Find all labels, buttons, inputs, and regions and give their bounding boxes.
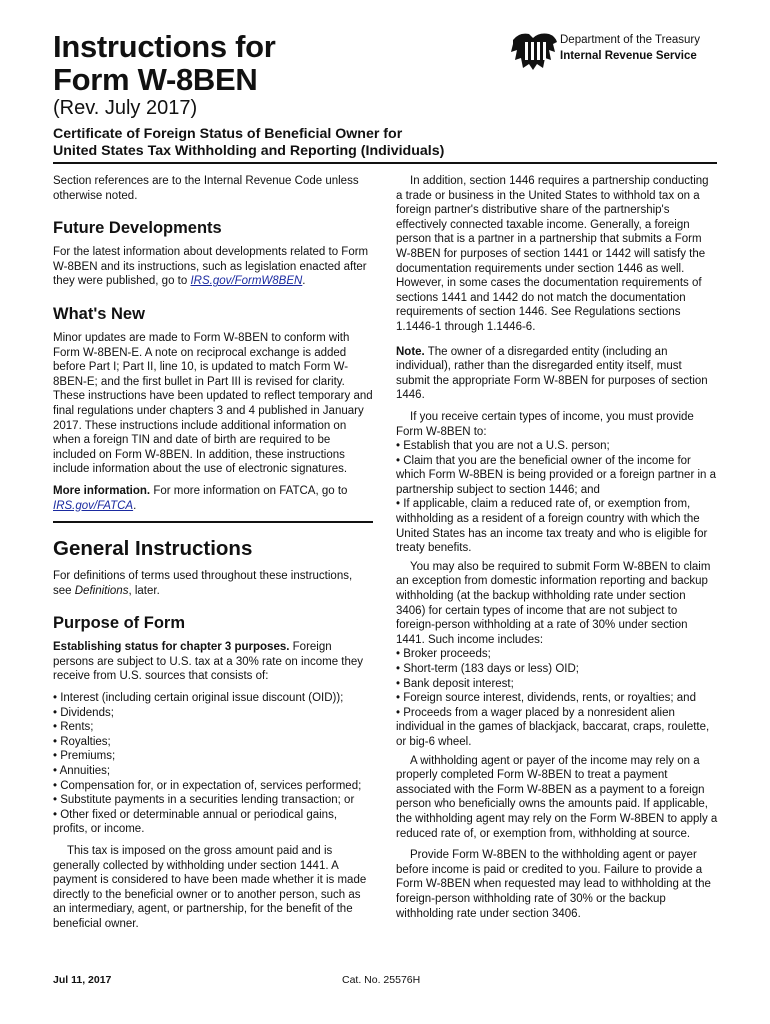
future-text-body: For the latest information about developments related to Form W-8BEN and its instructions, such as legislation enacted after they were published, go to: [53, 246, 369, 288]
irs-fatca-link[interactable]: IRS.gov/FATCA: [53, 499, 134, 512]
future-developments-text: [53, 245, 373, 289]
list-item: • Compensation for, or in expectation of, services performed;: [53, 779, 362, 792]
purpose-of-form-heading: Purpose of Form: [53, 614, 186, 633]
list-item: • Rents;: [53, 721, 94, 734]
subtitle-line-1: Certificate of Foreign Status of Beneficial Owner for: [53, 126, 403, 142]
list-item: • Claim that you are the beneficial owner of the income for which Form W-8BEN is being provided or a foreign partner in a partnership subject to section 1446; and: [396, 454, 717, 496]
list-item: • Bank deposit interest;: [396, 677, 514, 690]
form-subtitle: [53, 126, 653, 160]
withholding-agent-text: A withholding agent or payer of the income may rely on a properly completed Form W-8BEN to treat a payment associated with the Form W-8BEN as a payment to a foreign person who beneficially owns the amounts paid. If applicable, the withholding agent may rely on the Form W-8BEN to apply a reduced rate of, or exemption from, withholding at source.: [396, 754, 718, 840]
list-item: • Royalties;: [53, 735, 111, 748]
future-period: .: [302, 275, 306, 288]
list-item: • Broker proceeds;: [396, 648, 491, 661]
fatca-period: .: [133, 499, 137, 512]
establishing-status-text: [53, 640, 373, 684]
revision-date: (Rev. July 2017): [53, 97, 198, 119]
note-text: [396, 345, 718, 403]
list-item: • Short-term (183 days or less) OID;: [396, 663, 579, 675]
section-1446-text: In addition, section 1446 requires a partnership conducting a trade or business in the United States to withhold tax on a foreign partner's distributive share of the partnership's effectively connected taxable income. Generally, a foreign person that is a partner in a partnership that submits a Form W-8BEN for purposes of section 1441 or 1442 will satisfy the documentation requirements under section 1446 as well. However, in some cases the documentation requirements of sections 1441 and 1442 do not match the documentation requirements of section 1446. See Regulations sections 1.1446-1 through 1.1446-6.: [396, 175, 709, 333]
page-title: [53, 30, 276, 96]
general-instructions-divider: [53, 521, 373, 523]
more-info-body: For more information on FATCA, go to: [153, 484, 348, 497]
receive-income-text: If you receive certain types of income, you must provide Form W-8BEN to:: [396, 410, 694, 438]
list-item: • Foreign source interest, dividends, rents, or royalties; and: [396, 692, 696, 705]
definitions-post: , later.: [128, 584, 160, 597]
list-item: • Substitute payments in a securities lending transaction; or: [53, 794, 355, 807]
general-instructions-heading: General Instructions: [53, 537, 253, 561]
more-info-label: More information.: [53, 484, 151, 497]
agency-name: [560, 32, 700, 64]
intro-text: Section references are to the Internal Revenue Code unless otherwise noted.: [53, 175, 359, 202]
agency-department: Department of the Treasury: [560, 34, 700, 46]
right-column: [396, 174, 718, 928]
footer-catalog-number: Cat. No. 25576H: [342, 974, 421, 986]
establishing-body: Foreign persons are subject to U.S. tax at a 30% rate on income they receive from U.S. sources that consists of:: [53, 641, 364, 683]
list-item: • Proceeds from a wager placed by a nonresident alien individual in the games of blackjack, baccarat, craps, roulette, or big-6 wheel.: [396, 706, 710, 748]
whats-new-heading: What's New: [53, 304, 145, 323]
note-body: The owner of a disregarded entity (including an individual), rather than the disregarded entity itself, must submit the appropriate Form W-8BEN for purposes of section 1446.: [396, 345, 708, 402]
establishing-label: Establishing status for chapter 3 purposes.: [53, 641, 290, 654]
note-label: Note.: [396, 345, 425, 358]
irs-eagle-logo-icon: [509, 30, 559, 72]
title-line-1: Instructions for: [53, 29, 276, 64]
title-line-2: Form W-8BEN: [53, 62, 258, 97]
subtitle-line-2: United States Tax Withholding and Reporting (Individuals): [53, 143, 445, 159]
list-item: • Other fixed or determinable annual or periodical gains, profits, or income.: [53, 808, 338, 836]
provide-form-text: Provide Form W-8BEN to the withholding agent or payer before income is paid or credited to you. Failure to provide a Form W-8BEN when requested may lead to withholding at the foreign-person withholding rate of 30% or the backup withholding rate under section 3406.: [396, 849, 711, 920]
may-also-submit-text: You may also be required to submit Form W-8BEN to claim an exception from domestic information reporting and backup withholding (at the backup withholding rate under section 3406) for certain types of income that are not subject to foreign-person withholding at a rate of 30% under section 1441. Such income includes:: [396, 560, 711, 646]
more-information-text: [53, 484, 373, 513]
footer-date: Jul 11, 2017: [53, 974, 112, 986]
receive-income-list: [396, 439, 718, 556]
agency-irs: Internal Revenue Service: [560, 50, 697, 62]
income-includes-list: [396, 647, 718, 749]
list-item: • Premiums;: [53, 750, 116, 763]
definitions-pre: For definitions of terms used throughout these instructions, see: [53, 570, 353, 597]
left-column: [53, 174, 373, 939]
tax-imposed-text: This tax is imposed on the gross amount paid and is generally collected by withholding under section 1441. A payment is considered to have been made whether it is made directly to the beneficial owner or to another person, such as an intermediary, agent, or partnership, for the benefit of the beneficial owner.: [53, 845, 367, 930]
whats-new-text: Minor updates are made to Form W-8BEN to conform with Form W-8BEN-E. A note on reciprocal exchange is added before Part I; Part II, line 10, is updated to match Form W-8BEN-E; and the first bullet in Part III is revised for clarity. These instructions have been updated to reflect temporary and final regulations under chapters 3 and 4 published in January 2017. These instructions include additional information on when a foreign TIN and date of birth are required to be included on Form W-8BEN. In addition, these instructions include information about the use of electronic signatures.: [53, 331, 373, 476]
list-item: • If applicable, claim a reduced rate of, or exemption from, withholding as a resident of a foreign country with which the United States has an income tax treaty and who is eligible for treaty benefits.: [396, 498, 708, 555]
header-divider: [53, 162, 717, 164]
definitions-text: [53, 569, 373, 598]
list-item: • Interest (including certain original issue discount (OID));: [53, 692, 344, 705]
definitions-emphasis: Definitions: [74, 584, 129, 597]
irs-w8ben-link[interactable]: IRS.gov/FormW8BEN: [190, 275, 303, 288]
list-item: • Establish that you are not a U.S. person;: [396, 440, 610, 453]
list-item: • Annuities;: [53, 765, 111, 778]
income-types-list: [53, 691, 373, 837]
list-item: • Dividends;: [53, 706, 114, 719]
future-developments-heading: Future Developments: [53, 219, 222, 238]
